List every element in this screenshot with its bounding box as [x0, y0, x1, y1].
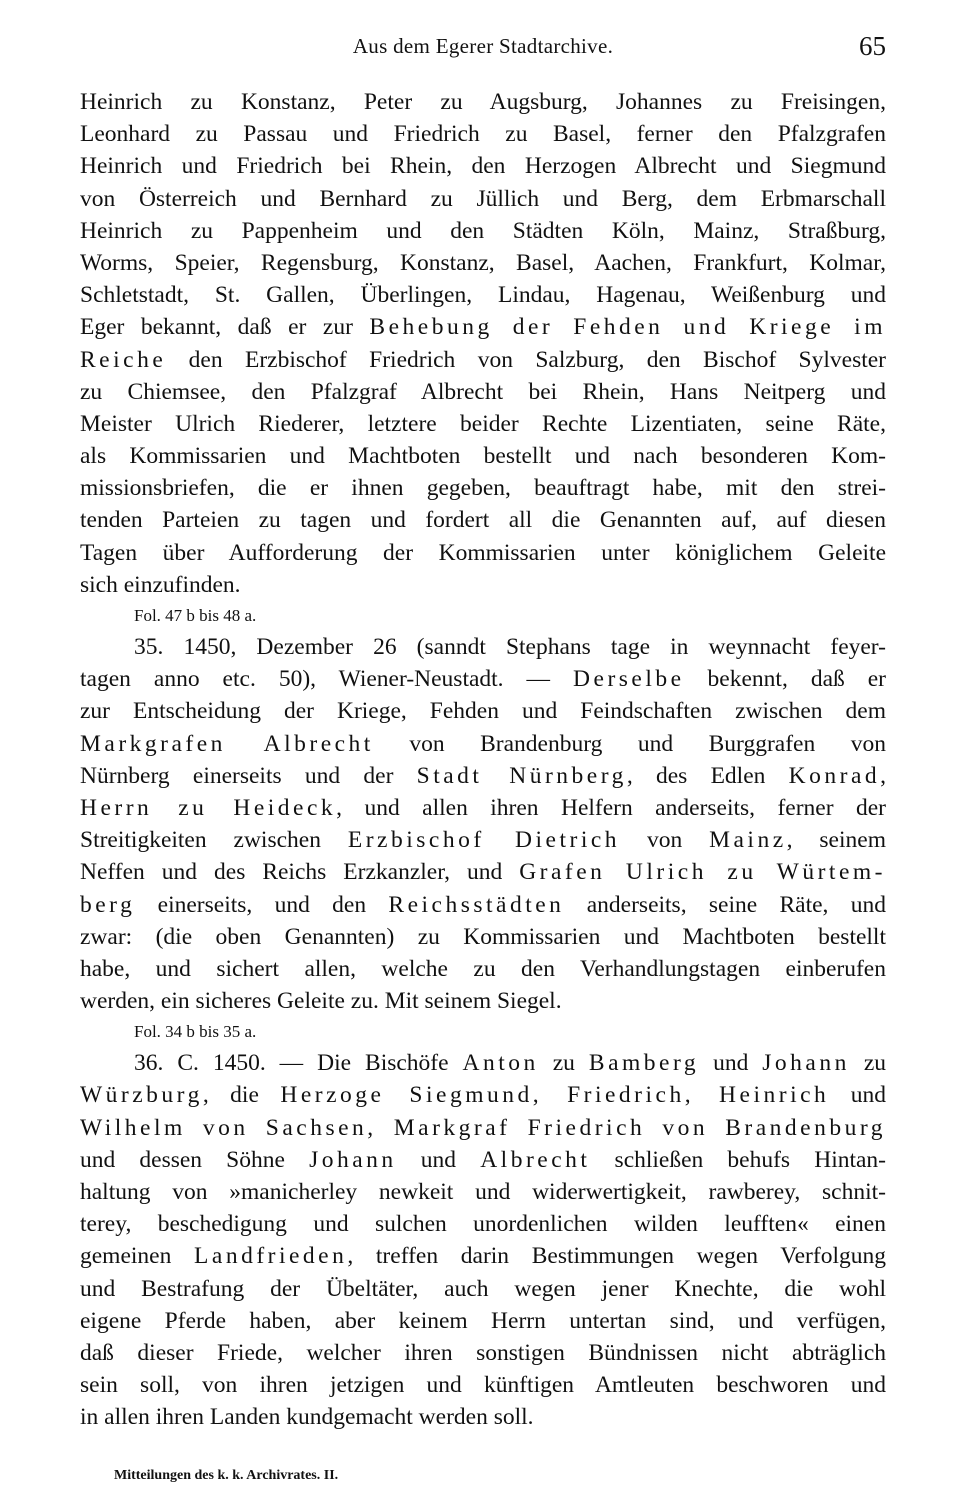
text-run: und dessen Söhne [80, 1146, 310, 1173]
text-line [80, 1305, 886, 1337]
text-run: eigene Pferde haben, aber keinem Herrn untertan sind, und verfügen, [80, 1307, 886, 1334]
text-line [80, 118, 886, 150]
text-run: zwar: (die oben Genannten) zu Kommissarien und Machtboten bestellt [80, 923, 886, 950]
spaced-emphasis: Behebung der Fehden und Kriege im [369, 314, 886, 341]
spaced-emphasis: Herzoge Siegmund, Friedrich, Heinrich [280, 1082, 830, 1109]
text-run: und [396, 1146, 481, 1173]
text-line [80, 1273, 886, 1305]
text-run: sein soll, von ihren jetzigen und künftigen Amtleuten beschworen und [80, 1372, 886, 1399]
text-run: einerseits, und den [135, 891, 389, 918]
text-run: , die [202, 1082, 281, 1109]
text-run: terey, beschedigung und sulchen unordenlichen wilden leufften« einen [80, 1211, 886, 1238]
text-run: Meister Ulrich Riederer, letztere beider Rechte Lizentiaten, seine Räte, [80, 410, 886, 437]
spaced-emphasis: Erzbischof Dietrich [347, 827, 621, 854]
text-run: , treffen darin Bestimmungen wegen Verfolgung [347, 1243, 886, 1270]
text-line [80, 440, 886, 472]
text-run: den Erzbischof Friedrich von Salzburg, den Bischof Sylvester [166, 346, 886, 373]
text-line [80, 376, 886, 408]
text-run: von Österreich und Bernhard zu Jüllich und Berg, dem Erbmarschall [80, 185, 886, 212]
text-line [80, 279, 886, 311]
spaced-emphasis: Stadt Nürnberg [416, 762, 627, 789]
footer-signature: Mitteilungen des k. k. Archivrates. II. [114, 1468, 339, 1483]
text-run: anderseits, seine Räte, und [564, 891, 886, 918]
text-run: Heinrich zu Pappenheim und den Städten Köln, Mainz, Straßburg, [80, 217, 886, 244]
text-run: und Bestrafung der Übeltäter, auch wegen jener Knechte, die wohl [80, 1275, 886, 1302]
source-reference: Fol. 47 b bis 48 a. [134, 606, 257, 625]
spaced-emphasis: Wilhelm von Sachsen, Markgraf Friedrich von Brandenburg [80, 1114, 886, 1141]
text-run: von Brandenburg und Burggrafen von [373, 730, 886, 757]
text-run: schließen behufs Hintan- [590, 1146, 886, 1173]
spaced-emphasis: Johann [762, 1050, 850, 1077]
text-run: Worms, Speier, Regensburg, Konstanz, Basel, Aachen, Frankfurt, Kolmar, [80, 249, 886, 276]
text-line [80, 150, 886, 182]
text-run: bekennt, daß er [684, 666, 886, 693]
text-line [80, 1337, 886, 1369]
text-line [80, 889, 886, 921]
spaced-emphasis: Würzburg [80, 1082, 203, 1109]
spaced-emphasis: Konrad [788, 762, 881, 789]
text-line [80, 1240, 886, 1272]
text-line [80, 1112, 886, 1144]
text-line [80, 695, 886, 727]
text-line [80, 215, 886, 247]
text-run: und [699, 1050, 763, 1077]
text-line [80, 1079, 886, 1111]
text-run: Tagen über Aufforderung der Kommissarien unter königlichem Geleite [80, 539, 886, 566]
text-run: zu [849, 1050, 886, 1077]
spaced-emphasis: Mainz [709, 827, 787, 854]
spaced-emphasis: Markgrafen Albrecht [80, 730, 374, 757]
body-text [80, 86, 886, 1434]
text-run: gemeinen [80, 1243, 195, 1270]
spaced-emphasis: Reiche [80, 346, 167, 373]
text-run: zu [538, 1050, 589, 1077]
text-run: haltung von »manicherley newkeit und widerwertigkeit, rawberey, schnit- [80, 1179, 886, 1205]
text-run: Neffen und des Reichs Erzkanzler, und [80, 859, 520, 886]
spaced-emphasis: Herrn zu Heideck [80, 794, 337, 821]
text-line [80, 472, 886, 504]
text-run: , [880, 762, 886, 789]
text-run: Leonhard zu Passau und Friedrich zu Basel, ferner den Pfalzgrafen [80, 121, 886, 148]
text-line [80, 504, 886, 536]
running-head [80, 31, 886, 66]
text-run: , und allen ihren Helfern anderseits, ferner der [336, 794, 886, 821]
text-run: werden, ein sicheres Geleite zu. Mit seinem Siegel. [80, 988, 562, 1015]
source-reference: Fol. 34 b bis 35 a. [134, 1022, 257, 1042]
text-run: Heinrich zu Konstanz, Peter zu Augsburg, Johannes zu Freisingen, [80, 89, 886, 115]
text-line [80, 1369, 886, 1401]
text-line [80, 985, 886, 1017]
running-title: Aus dem Egerer Stadtarchive. [352, 34, 614, 58]
text-line [80, 183, 886, 215]
spaced-emphasis: Anton [462, 1050, 539, 1077]
text-run: daß dieser Friede, welcher ihren sonstigen Bündnissen nicht abträglich [80, 1339, 886, 1366]
text-run: tenden Parteien zu tagen und fordert all die Genannten auf, auf diesen [80, 507, 886, 534]
spaced-emphasis: Albrecht [480, 1146, 591, 1173]
spaced-emphasis: Derselbe [573, 666, 685, 693]
text-line [80, 953, 886, 985]
text-line [80, 344, 886, 376]
text-run: missionsbriefen, die er ihnen gegeben, beauftragt habe, mit den strei- [80, 475, 886, 502]
text-run: Nürnberg einerseits und der [80, 762, 417, 789]
text-run: , des Edlen [626, 762, 789, 789]
text-run: zur Entscheidung der Kriege, Fehden und Feindschaften zwischen dem [80, 698, 886, 725]
spaced-emphasis: Reichsstädten [388, 891, 565, 918]
text-run: Schletstadt, St. Gallen, Überlingen, Lindau, Hagenau, Weißenburg und [80, 282, 886, 309]
text-line [80, 631, 886, 663]
text-line [80, 1401, 886, 1433]
text-line [80, 824, 886, 856]
text-run: in allen ihren Landen kundgemacht werden soll. [80, 1404, 534, 1431]
text-run: und [829, 1082, 886, 1109]
text-line [80, 537, 886, 569]
text-line [80, 86, 886, 118]
text-line [80, 1176, 886, 1208]
text-run: von [620, 827, 710, 854]
text-run: habe, und sichert allen, welche zu den Verhandlungstagen einberufen [80, 955, 886, 982]
text-run: 36. C. 1450. — Die Bischöfe [134, 1050, 463, 1077]
text-line [80, 1047, 886, 1079]
text-line [80, 247, 886, 279]
spaced-emphasis: Landfrieden [194, 1243, 348, 1270]
spaced-emphasis: berg [80, 891, 136, 918]
text-line [80, 408, 886, 440]
text-run: Heinrich und Friedrich bei Rhein, den Herzogen Albrecht und Siegmund [80, 153, 886, 180]
text-line [80, 311, 886, 343]
spaced-emphasis: Johann [309, 1146, 397, 1173]
text-run: Eger bekannt, daß er zur [80, 314, 370, 341]
text-line [80, 1144, 886, 1176]
text-run: Streitigkeiten zwischen [80, 827, 348, 854]
text-run: zu Chiemsee, den Pfalzgraf Albrecht bei Rhein, Hans Neitperg und [80, 378, 886, 405]
text-run: als Kommissarien und Machtboten bestellt und nach besonderen Kom- [80, 443, 886, 470]
spaced-emphasis: Grafen Ulrich zu Würtem- [519, 859, 886, 886]
text-line [80, 856, 886, 888]
text-run: sich einzufinden. [80, 571, 241, 598]
text-line [80, 663, 886, 695]
page-number: 65 [859, 31, 886, 61]
text-run: 35. 1450, Dezember 26 (sanndt Stephans tage in weynnacht feyer- [134, 634, 886, 660]
text-line [80, 792, 886, 824]
text-run: tagen anno etc. 50), Wiener-Neustadt. — [80, 666, 574, 693]
spaced-emphasis: Bamberg [588, 1050, 700, 1077]
text-line [80, 760, 886, 792]
text-line [80, 728, 886, 760]
text-line [80, 1208, 886, 1240]
text-run: , seinem [786, 827, 886, 854]
text-line [80, 921, 886, 953]
text-line [80, 569, 886, 601]
